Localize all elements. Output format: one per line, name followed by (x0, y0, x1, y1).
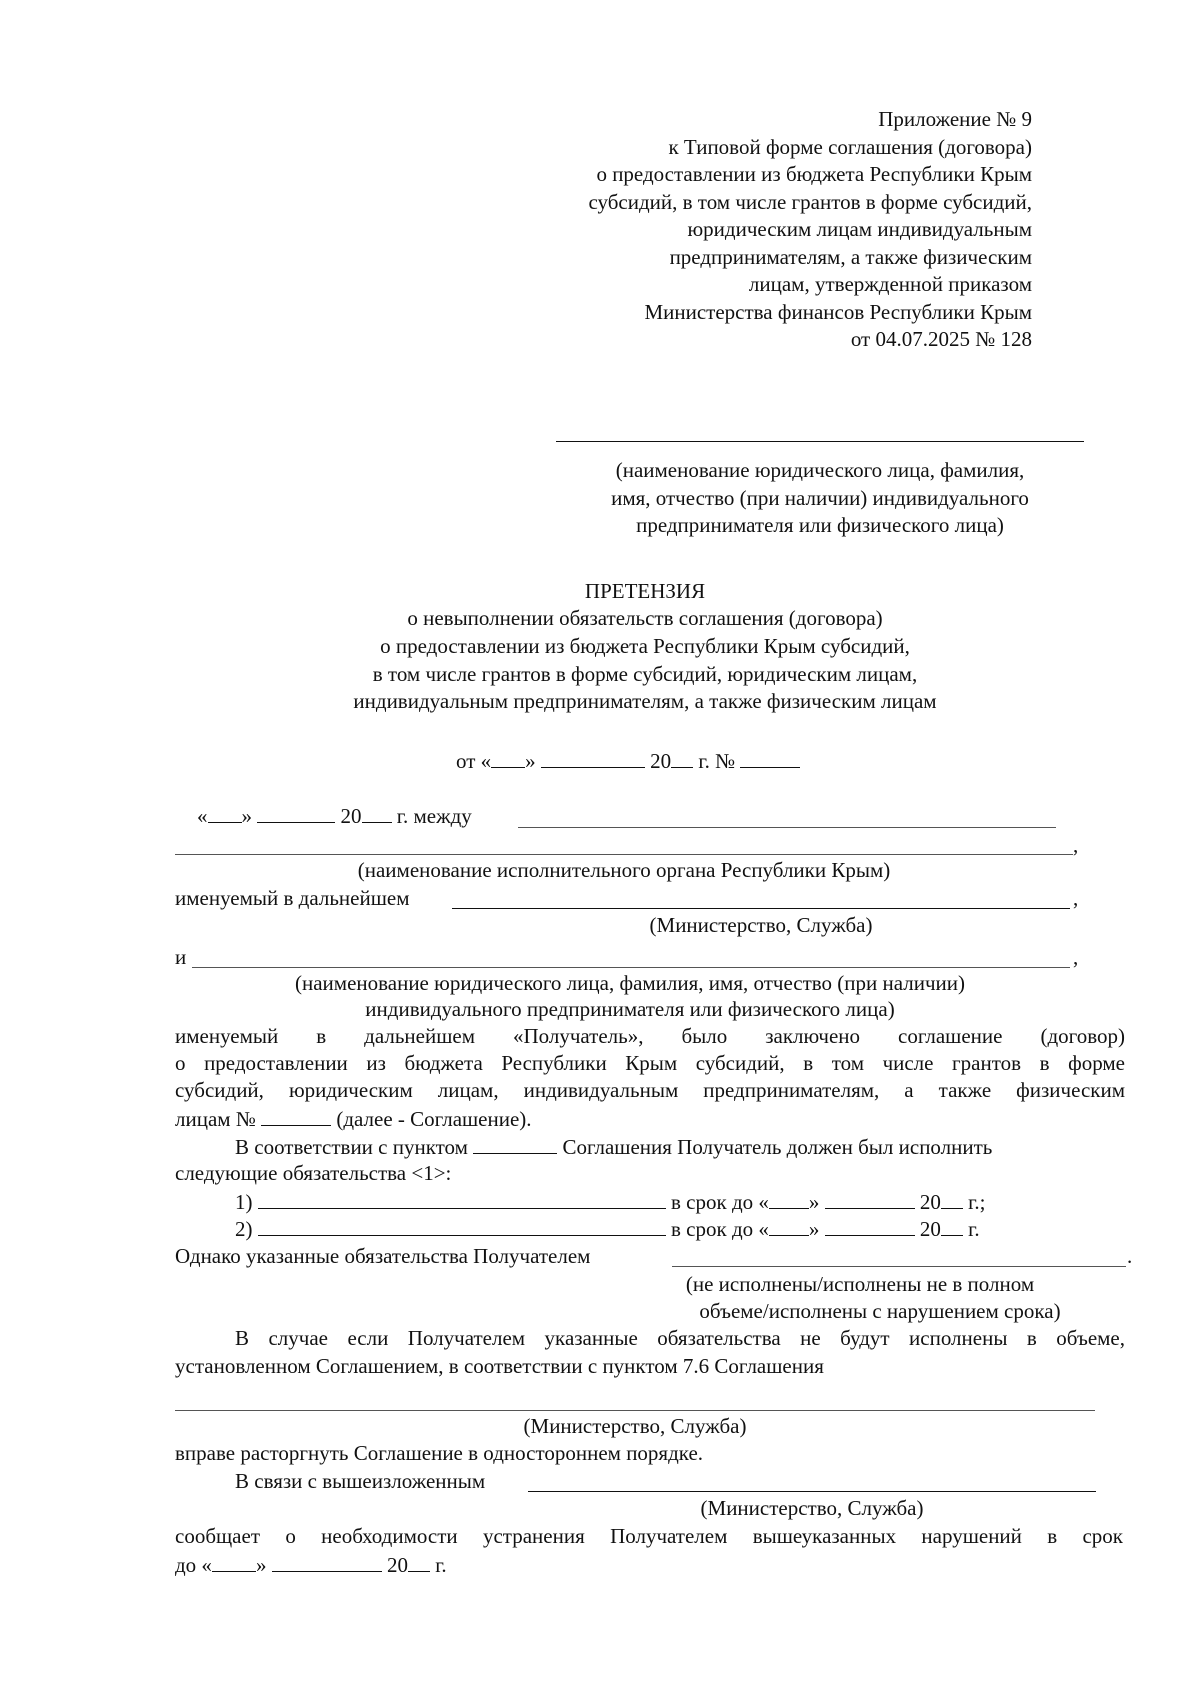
subtitle-line: индивидуальным предпринимателям, а также физическим лицам (353, 689, 937, 713)
paragraph-line: В случае если Получателем указанные обязательства не будут исполнены в объеме, (235, 1326, 1125, 1350)
day-blank (212, 1551, 256, 1572)
year-blank (408, 1551, 430, 1572)
text: 20 (919, 1190, 941, 1214)
terminate-line: вправе расторгнуть Соглашение в одностороннем порядке. (175, 1441, 704, 1465)
text: » (808, 1190, 820, 1214)
month-blank (272, 1551, 382, 1572)
agreement-date-line (197, 802, 472, 830)
appendix-line: лицам, утвержденной приказом (748, 272, 1032, 296)
day-blank (208, 802, 242, 823)
appendix-line: Министерства финансов Республики Крым (644, 300, 1032, 324)
appendix-line: юридическим лицам индивидуальным (687, 217, 1032, 241)
text: » (241, 804, 252, 828)
text: от « (456, 749, 492, 773)
subtitle-line: в том числе грантов в форме субсидий, юридическим лицам, (372, 662, 918, 686)
and-label: и (175, 945, 187, 969)
day-blank (491, 747, 525, 768)
named-label: именуемый в дальнейшем (175, 886, 410, 910)
obligation-blank (258, 1215, 666, 1236)
text: 20 (650, 749, 672, 773)
subtitle-line: о невыполнении обязательств соглашения (договора) (407, 606, 883, 630)
obligation-blank (258, 1188, 666, 1209)
year-blank (671, 747, 693, 768)
text: В соответствии с пунктом (235, 1135, 468, 1159)
text: » (525, 749, 536, 773)
clause-blank (473, 1133, 557, 1154)
deadline-line (175, 1551, 447, 1579)
recipient-blank (192, 967, 1070, 968)
org-caption: (наименование исполнительного органа Республики Крым) (357, 858, 891, 882)
month-blank (541, 747, 645, 768)
caption-line: предпринимателя или физического лица) (636, 513, 1004, 537)
ministry-blank (528, 1491, 1096, 1492)
status-caption: объеме/исполнены с нарушением срока) (699, 1299, 1061, 1323)
appendix-line: к Типовой форме соглашения (договора) (668, 135, 1032, 159)
day-blank (769, 1215, 809, 1236)
dot: . (1127, 1244, 1133, 1268)
year-blank (941, 1215, 963, 1236)
text: « (197, 804, 208, 828)
text: 2) (235, 1217, 253, 1241)
text: г. № (698, 749, 736, 773)
text: Соглашения Получатель должен был исполнить (562, 1135, 993, 1159)
text: » (255, 1553, 267, 1577)
ministry-caption: (Министерство, Служба) (649, 913, 873, 937)
text: в срок до « (671, 1190, 769, 1214)
paragraph-line: следующие обязательства <1>: (175, 1161, 452, 1185)
month-blank (257, 802, 335, 823)
year-blank (362, 802, 392, 823)
text: г. (435, 1553, 447, 1577)
paragraph-line: установленном Соглашением, в соответствии с пунктом 7.6 Соглашения (175, 1354, 824, 1378)
status-blank (672, 1266, 1126, 1267)
obligation-item (235, 1188, 985, 1216)
appendix-line: предпринимателям, а также физическим (669, 245, 1032, 269)
paragraph-line: о предоставлении из бюджета Республики Крым субсидий, в том числе грантов в форме (175, 1051, 1125, 1075)
text: г.; (968, 1190, 986, 1214)
text: в срок до « (671, 1217, 769, 1241)
claim-date-line (456, 747, 800, 775)
text: 20 (340, 804, 362, 828)
text: лицам № (175, 1107, 256, 1131)
appendix-line: субсидий, в том числе грантов в форме субсидий, (588, 190, 1032, 214)
status-caption: (не исполнены/исполнены не в полном (685, 1272, 1035, 1296)
caption-line: имя, отчество (при наличии) индивидуального (611, 486, 1029, 510)
text: (далее - Соглашение). (336, 1107, 532, 1131)
comma: , (1073, 945, 1079, 969)
text: г. между (396, 804, 472, 828)
caption-line: (наименование юридического лица, фамилия, (615, 458, 1025, 482)
named-blank (452, 908, 1070, 909)
notify-line: сообщает о необходимости устранения Получателем вышеуказанных нарушений в срок (175, 1524, 1123, 1548)
text: 20 (919, 1217, 941, 1241)
paragraph-line: именуемый в дальнейшем «Получатель», было заключено соглашение (договор) (175, 1024, 1125, 1048)
ministry-blank (175, 1410, 1095, 1411)
text: 20 (386, 1553, 408, 1577)
appendix-line: Приложение № 9 (878, 107, 1032, 131)
text: 1) (235, 1190, 253, 1214)
appendix-line: от 04.07.2025 № 128 (850, 327, 1032, 351)
in-connection-label: В связи с вышеизложенным (235, 1469, 486, 1493)
paragraph-line: субсидий, юридическим лицам, индивидуальным предпринимателям, а также физическим (175, 1078, 1125, 1102)
ministry-caption: (Министерство, Служба) (523, 1414, 747, 1438)
comma: , (1073, 886, 1079, 910)
paragraph-line (235, 1133, 1125, 1161)
month-blank (825, 1188, 915, 1209)
document-title: ПРЕТЕНЗИЯ (584, 579, 706, 603)
subtitle-line: о предоставлении из бюджета Республики Крым субсидий, (380, 634, 910, 658)
agreement-number-blank (261, 1105, 331, 1126)
month-blank (825, 1215, 915, 1236)
addressee-line (556, 441, 1084, 442)
ministry-caption: (Министерство, Служба) (700, 1496, 924, 1520)
obligation-item (235, 1215, 980, 1243)
comma: , (1073, 833, 1079, 857)
number-blank (740, 747, 800, 768)
day-blank (769, 1188, 809, 1209)
text: » (808, 1217, 820, 1241)
recipient-caption: (наименование юридического лица, фамилия, имя, отчество (при наличии) (294, 971, 966, 995)
recipient-caption: индивидуального предпринимателя или физического лица) (365, 997, 895, 1021)
org-blank-2 (175, 854, 1073, 855)
org-blank-1 (518, 827, 1056, 828)
appendix-line: о предоставлении из бюджета Республики Крым (596, 162, 1032, 186)
text: до « (175, 1553, 212, 1577)
however-label: Однако указанные обязательства Получателем (175, 1244, 591, 1268)
year-blank (941, 1188, 963, 1209)
text: г. (968, 1217, 980, 1241)
paragraph-line (175, 1105, 532, 1133)
